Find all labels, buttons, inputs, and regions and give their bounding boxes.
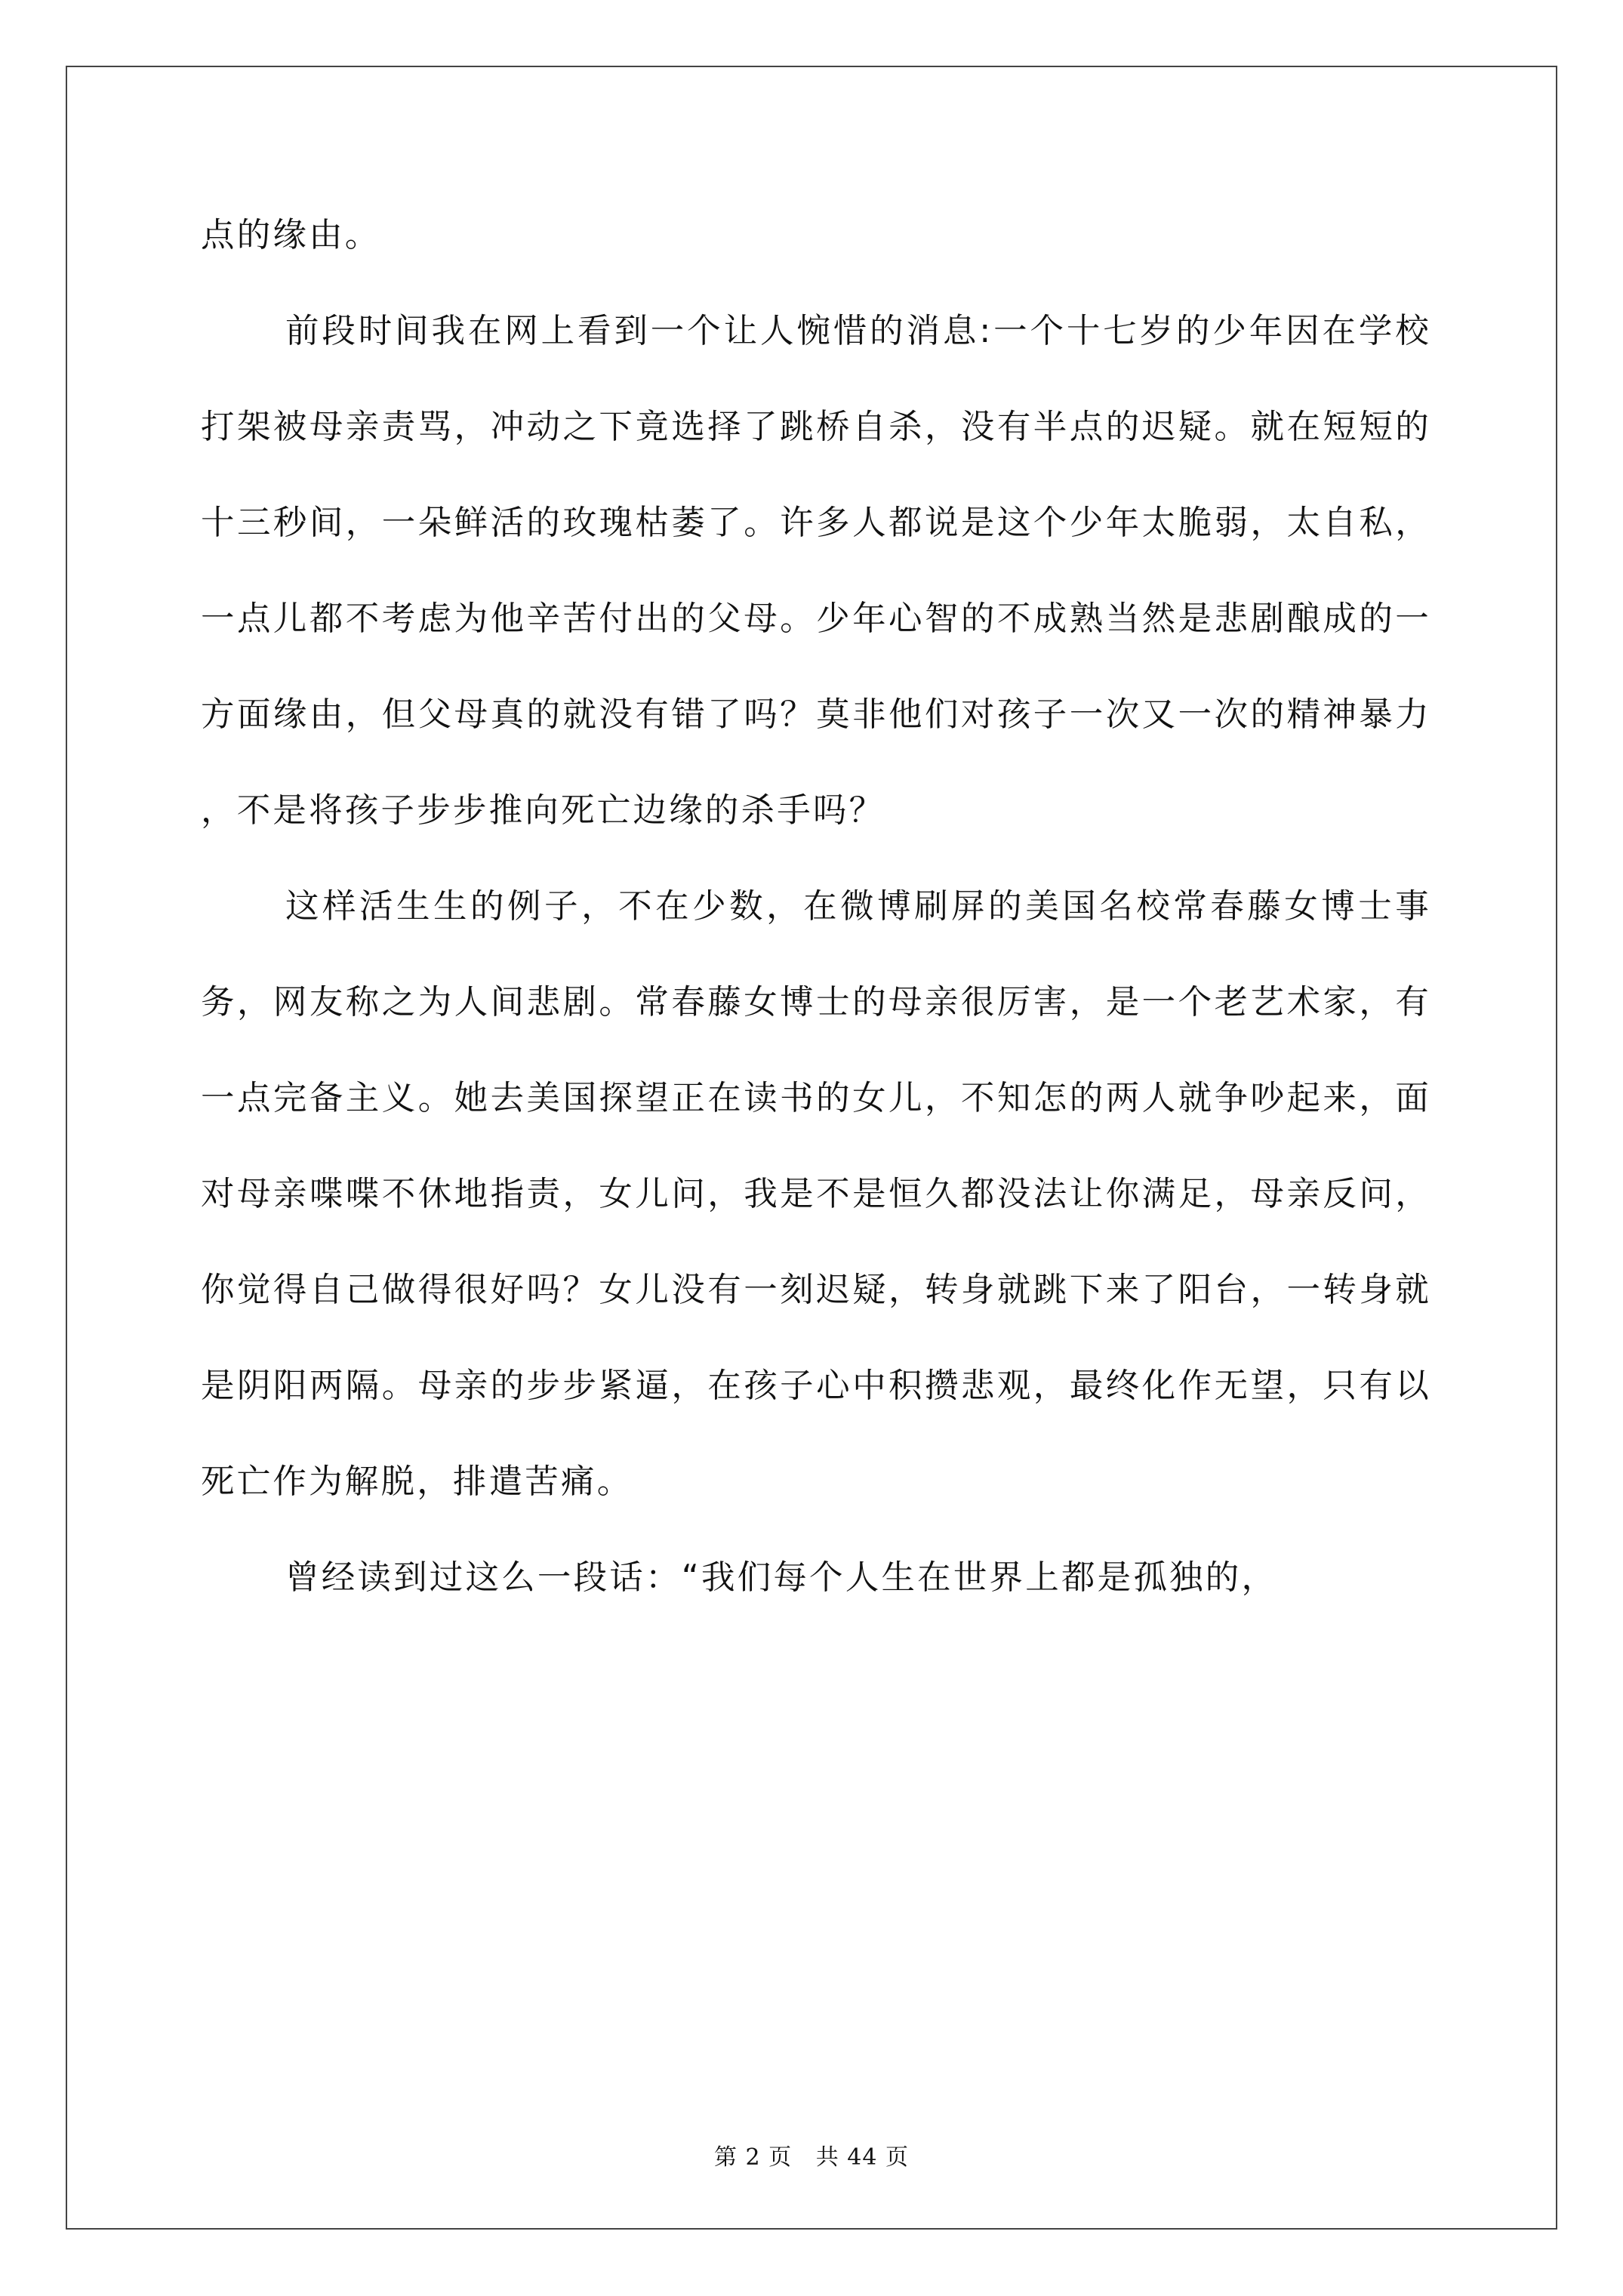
page-number: 第 2 页 bbox=[713, 2144, 793, 2171]
document-body bbox=[201, 187, 1431, 1626]
paragraph-4: 曾经读到过这么一段话：“我们每个人生在世界上都是孤独的， bbox=[285, 1558, 1278, 1597]
page-footer bbox=[0, 2138, 1623, 2171]
paragraph-3: 这样活生生的例子，不在少数，在微博刷屏的美国名校常春藤女博士事务，网友称之为人间悲剧。常春藤女博士的母亲很厉害，是一个老艺术家，有一点完备主义。她去美国探望正在读书的女儿，不知怎的两人就争吵起来，面对母亲喋喋不休地指责，女儿问，我是不是恒久都没法让你满足，母亲反问，你觉得自己做得很好吗？女儿没有一刻迟疑，转身就跳下来了阳台，一转身就是阴阳两隔。母亲的步步紧逼，在孩子心中积攒悲观，最终化作无望，只有以死亡作为解脱，排遣苦痛。 bbox=[201, 887, 1431, 1501]
paragraph-1: 点的缘由。 bbox=[201, 216, 381, 254]
page-total: 共 44 页 bbox=[815, 2144, 910, 2171]
paragraph-2: 前段时间我在网上看到一个让人惋惜的消息:一个十七岁的少年因在学校打架被母亲责骂，冲动之下竟选择了跳桥自杀，没有半点的迟疑。就在短短的十三秒间，一朵鲜活的玫瑰枯萎了。许多人都说是这个少年太脆弱，太自私，一点儿都不考虑为他辛苦付出的父母。少年心智的不成熟当然是悲剧酿成的一方面缘由，但父母真的就没有错了吗？莫非他们对孩子一次又一次的精神暴力，不是将孩子步步推向死亡边缘的杀手吗？ bbox=[201, 312, 1431, 830]
